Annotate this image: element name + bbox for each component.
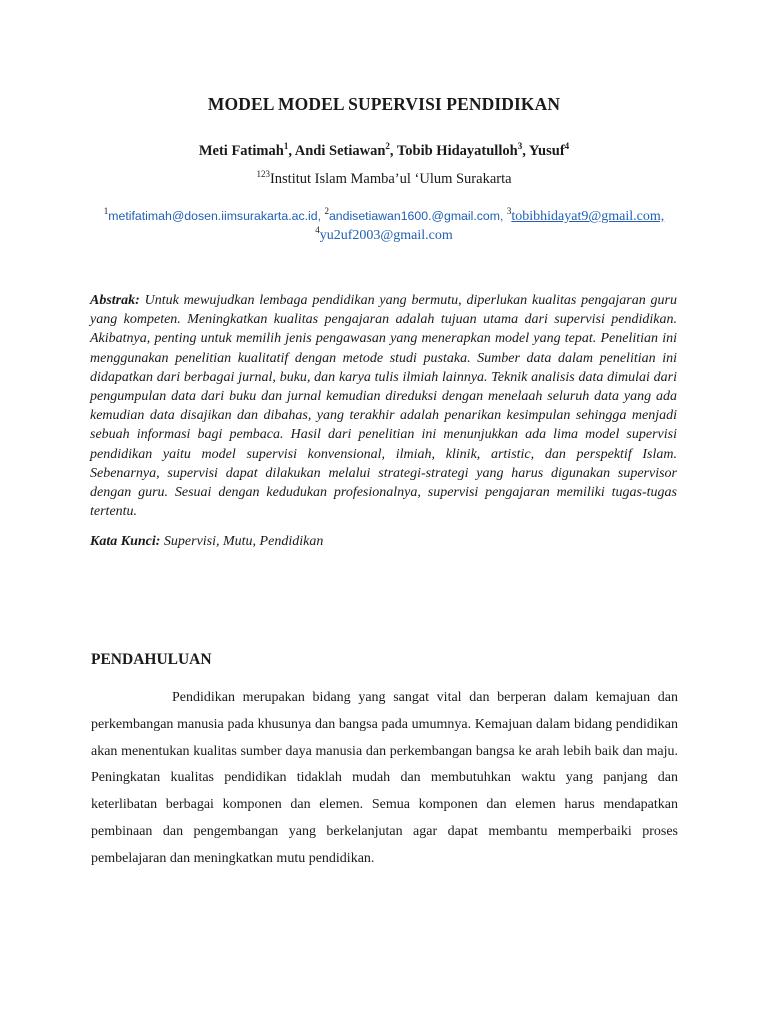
abstract [90,291,677,521]
author-mark: 4 [564,141,570,151]
affiliation-text: Institut Islam Mamba’ul ‘Ulum Surakarta [269,171,512,187]
email-link[interactable]: tobibhidayat9@gmail.com, [511,209,665,224]
keywords [90,534,677,550]
author-list: Meti Fatimah$^1$, Andi Setiawan$^2$, Tobib Hidayatulloh$^3$, Yusuf$^4$ [198,141,570,159]
email-mark: 1 [103,206,109,216]
author-mark: 3 [517,141,523,151]
author-name: Tobib Hidayatulloh [396,143,518,159]
email-link[interactable]: metifatimah@dosen.iimsurakarta.ac.id [108,209,318,223]
email-link[interactable]: yu2uf2003@gmail.com [319,228,453,243]
paper-title: MODEL MODEL SUPERVISI PENDIDIKAN [207,94,561,114]
abstract-label: Abstrak: [90,293,140,308]
author-mark: 2 [385,141,390,151]
keywords-text: Supervisi, Mutu, Pendidikan [163,534,324,549]
email-link[interactable]: andisetiawan1600.@gmail.com [328,209,501,223]
intro-paragraph: Pendidikan merupakan bidang yang sangat vital dan berperan dalam kemajuan dan perkembangan manusia pada khusunya dan bangsa pada umumnya. Kemajuan dalam bidang pendidikan akan menentukan kualitas sumber daya manusia dan perkembangan bangsa ke arah lebih baik dan maju. Peningkatan kualitas pendidikan tidaklah mudah dan membutuhkan waktu yang panjang dan keterlibatan berbagai komponen dan elemen. Semua komponen dan elemen harus mendapatkan pembinaan dan pengembangan yang berkelanjutan agar dapat membantu memperbaiki proses pembelajaran dan meningkatkan mutu pendidikan. [91,690,678,866]
author-name: Andi Setiawan [294,143,386,159]
email-mark: 4 [315,225,320,235]
author-mark: 1 [283,141,289,151]
email-block: $^1$metifatimah@dosen.iimsurakarta.ac.id, $^2$andisetiawan1600.@gmail.com, $^3$tobibhidayat9@gmail.com, $^4$yu2uf2003@gmail.com [103,206,665,243]
author-name: Yusuf [528,143,565,159]
email-mark: 3 [506,206,512,216]
affiliation [0,171,768,188]
affiliation-mark: 123 [256,169,270,179]
abstract-text: Untuk mewujudkan lembaga pendidikan yang bermutu, diperlukan kualitas pengajaran guru yang kompeten. Meningkatkan kualitas pengajaran adalah tujuan utama dari supervisi pendidikan. Akibatnya, penting untuk memilih jenis pengawasan yang menerapkan model yang tepat. Penelitian ini menggunakan penelitian kualitatif dengan metode studi pustaka. Sumber data dalam penelitian ini didapatkan dari berbagai jurnal, buku, dan karya tulis ilmiah lainnya. Teknik analisis data dimulai dari pengumpulan data dari buku dan jurnal kemudian direduksi dengan menelaah seluruh data yang ada kemudian data disajikan dan dibahas, yang terakhir adalah penarikan kesimpulan sehingga menjadi sebuah informasi bagi pembaca. Hasil dari penelitian ini menunjukkan ada lima model supervisi pendidikan yaitu model supervisi konvensional, ilmiah, klinik, artistic, dan perspektif Islam. Sebenarnya, supervisi dapat dilakukan melalui strategi-strategi yang harus digunakan supervisor dengan guru. Sesuai dengan kedudukan profesionalnya, supervisi pengajaran memiliki tugas-tugas tertentu. [90,293,677,520]
section-heading: PENDAHULUAN [91,651,212,668]
keywords-label: Kata Kunci: [90,534,161,549]
email-mark: 2 [324,206,329,216]
author-name: Meti Fatimah [198,143,284,159]
